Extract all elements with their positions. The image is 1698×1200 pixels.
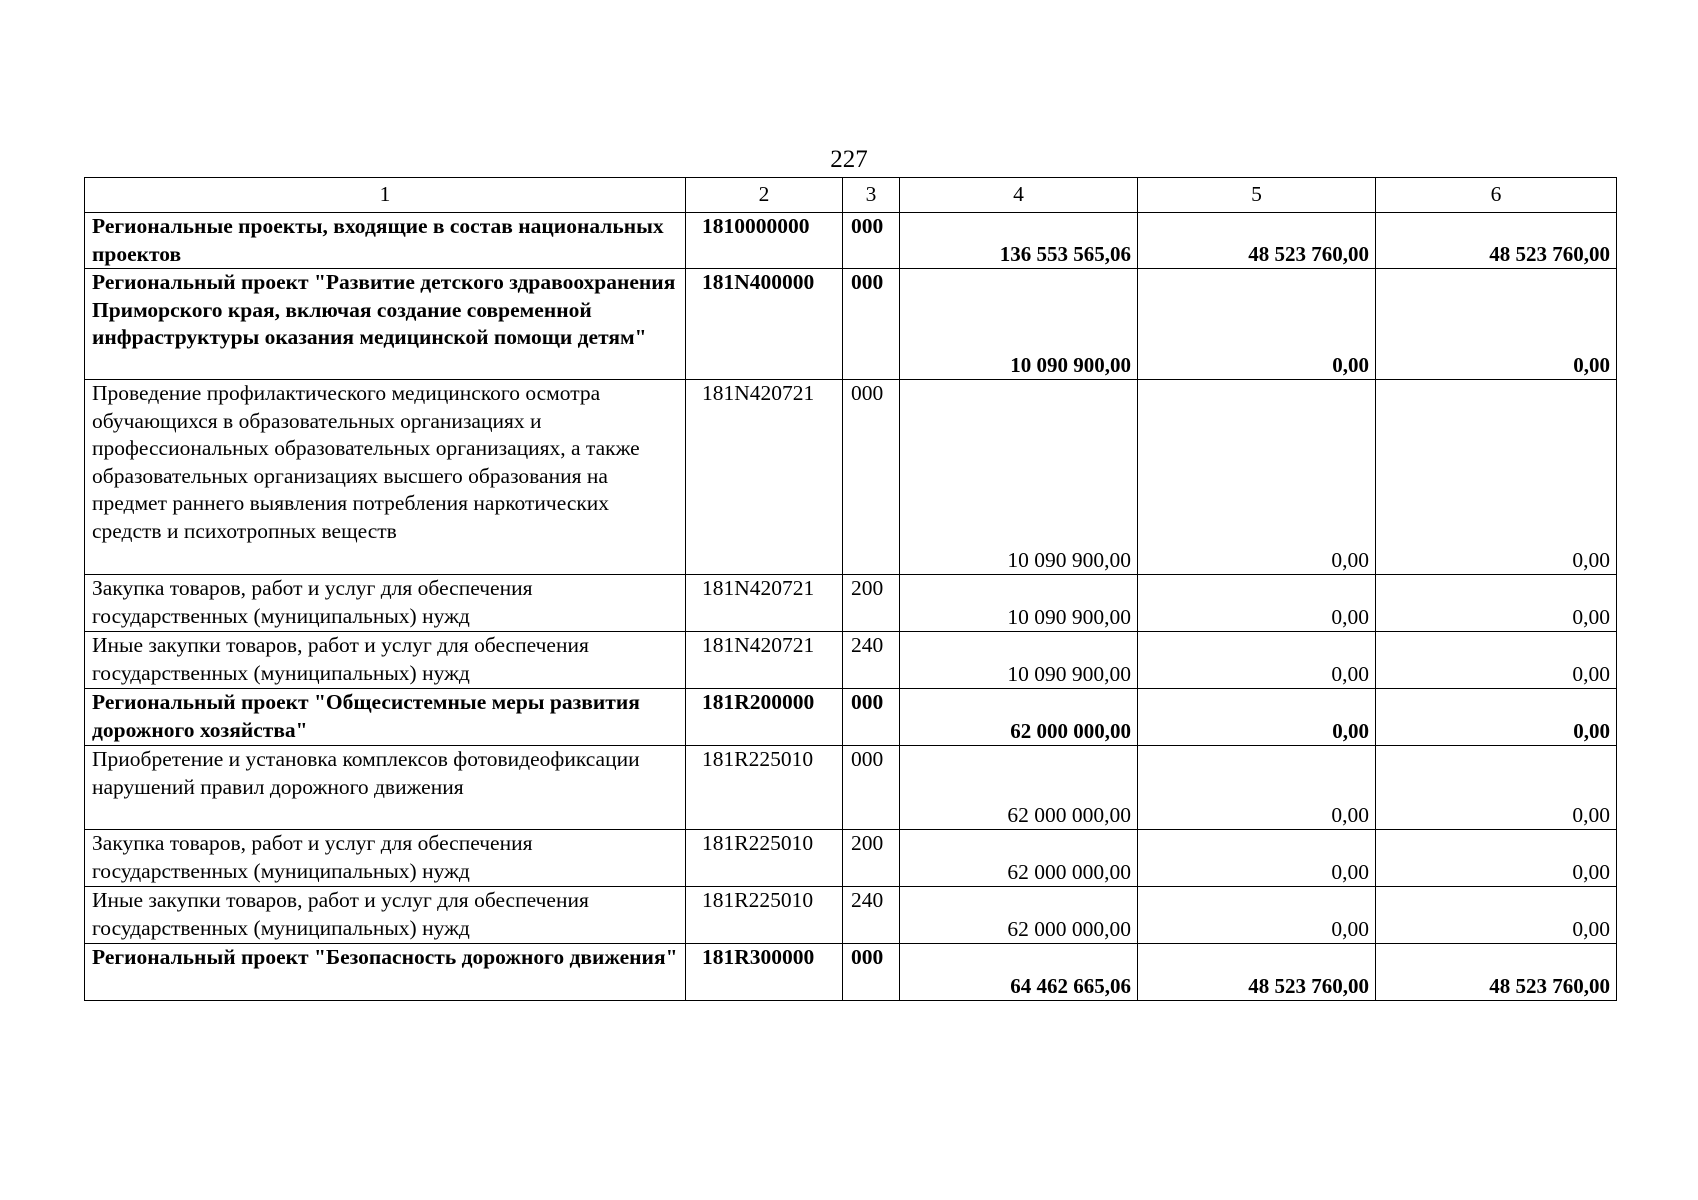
row-code: 181N420721 <box>686 632 843 689</box>
row-value-col6: 0,00 <box>1376 632 1617 689</box>
row-kind: 000 <box>843 746 900 830</box>
row-name: Региональный проект "Общесистемные меры развития дорожного хозяйства" <box>85 689 686 746</box>
row-name: Закупка товаров, работ и услуг для обеспечения государственных (муниципальных) нужд <box>85 575 686 632</box>
row-name: Закупка товаров, работ и услуг для обеспечения государственных (муниципальных) нужд <box>85 830 686 887</box>
row-code: 181R200000 <box>686 689 843 746</box>
row-value-col6: 48 523 760,00 <box>1376 944 1617 1001</box>
row-value-col5: 48 523 760,00 <box>1138 944 1376 1001</box>
row-code: 181N420721 <box>686 380 843 575</box>
row-name: Иные закупки товаров, работ и услуг для обеспечения государственных (муниципальных) нужд <box>85 887 686 944</box>
row-value-col6: 0,00 <box>1376 575 1617 632</box>
row-value-col6: 0,00 <box>1376 830 1617 887</box>
table-row <box>85 380 1617 575</box>
row-kind: 000 <box>843 944 900 1001</box>
row-value-col4: 10 090 900,00 <box>900 632 1138 689</box>
row-code: 181N420721 <box>686 575 843 632</box>
row-value-col4: 62 000 000,00 <box>900 830 1138 887</box>
table-row <box>85 575 1617 632</box>
table-row <box>85 887 1617 944</box>
row-code: 1810000000 <box>686 213 843 269</box>
row-name: Приобретение и установка комплексов фотовидеофиксации нарушений правил дорожного движения <box>85 746 686 830</box>
row-value-col5: 0,00 <box>1138 380 1376 575</box>
row-kind: 000 <box>843 269 900 380</box>
row-kind: 200 <box>843 575 900 632</box>
row-value-col5: 0,00 <box>1138 269 1376 380</box>
row-name: Иные закупки товаров, работ и услуг для обеспечения государственных (муниципальных) нужд <box>85 632 686 689</box>
column-header: 4 <box>900 178 1138 213</box>
row-code: 181R225010 <box>686 830 843 887</box>
column-header: 1 <box>85 178 686 213</box>
row-value-col6: 0,00 <box>1376 269 1617 380</box>
row-name: Региональный проект "Безопасность дорожного движения" <box>85 944 686 1001</box>
row-code: 181N400000 <box>686 269 843 380</box>
column-header: 2 <box>686 178 843 213</box>
row-value-col5: 0,00 <box>1138 575 1376 632</box>
row-value-col6: 0,00 <box>1376 689 1617 746</box>
row-value-col4: 62 000 000,00 <box>900 887 1138 944</box>
table-row <box>85 746 1617 830</box>
row-value-col6: 48 523 760,00 <box>1376 213 1617 269</box>
column-header: 6 <box>1376 178 1617 213</box>
row-value-col5: 48 523 760,00 <box>1138 213 1376 269</box>
row-kind: 000 <box>843 213 900 269</box>
table-row <box>85 632 1617 689</box>
row-code: 181R300000 <box>686 944 843 1001</box>
page-number: 227 <box>830 146 868 173</box>
row-name: Проведение профилактического медицинского осмотра обучающихся в образовательных организациях и профессиональных образовательных организациях, а также образовательных организациях высшего образования на предмет раннего выявления потребления наркотических средств и психотропных веществ <box>85 380 686 575</box>
row-kind: 240 <box>843 887 900 944</box>
table-row <box>85 944 1617 1001</box>
budget-table <box>84 177 1617 1001</box>
row-value-col4: 10 090 900,00 <box>900 380 1138 575</box>
row-value-col5: 0,00 <box>1138 830 1376 887</box>
row-name: Региональные проекты, входящие в состав национальных проектов <box>85 213 686 269</box>
table-header-row <box>85 178 1617 213</box>
row-name: Региональный проект "Развитие детского здравоохранения Приморского края, включая создание современной инфраструктуры оказания медицинской помощи детям" <box>85 269 686 380</box>
row-kind: 000 <box>843 380 900 575</box>
row-value-col5: 0,00 <box>1138 632 1376 689</box>
row-value-col4: 62 000 000,00 <box>900 746 1138 830</box>
table-row <box>85 213 1617 269</box>
row-code: 181R225010 <box>686 746 843 830</box>
row-kind: 240 <box>843 632 900 689</box>
row-value-col4: 136 553 565,06 <box>900 213 1138 269</box>
row-value-col4: 64 462 665,06 <box>900 944 1138 1001</box>
column-header: 3 <box>843 178 900 213</box>
row-value-col5: 0,00 <box>1138 887 1376 944</box>
table-row <box>85 689 1617 746</box>
row-value-col6: 0,00 <box>1376 380 1617 575</box>
row-value-col4: 10 090 900,00 <box>900 269 1138 380</box>
row-value-col5: 0,00 <box>1138 746 1376 830</box>
table-row <box>85 830 1617 887</box>
row-kind: 200 <box>843 830 900 887</box>
row-code: 181R225010 <box>686 887 843 944</box>
row-value-col6: 0,00 <box>1376 887 1617 944</box>
row-value-col5: 0,00 <box>1138 689 1376 746</box>
row-value-col4: 62 000 000,00 <box>900 689 1138 746</box>
table-row <box>85 269 1617 380</box>
column-header: 5 <box>1138 178 1376 213</box>
row-value-col4: 10 090 900,00 <box>900 575 1138 632</box>
row-kind: 000 <box>843 689 900 746</box>
row-value-col6: 0,00 <box>1376 746 1617 830</box>
